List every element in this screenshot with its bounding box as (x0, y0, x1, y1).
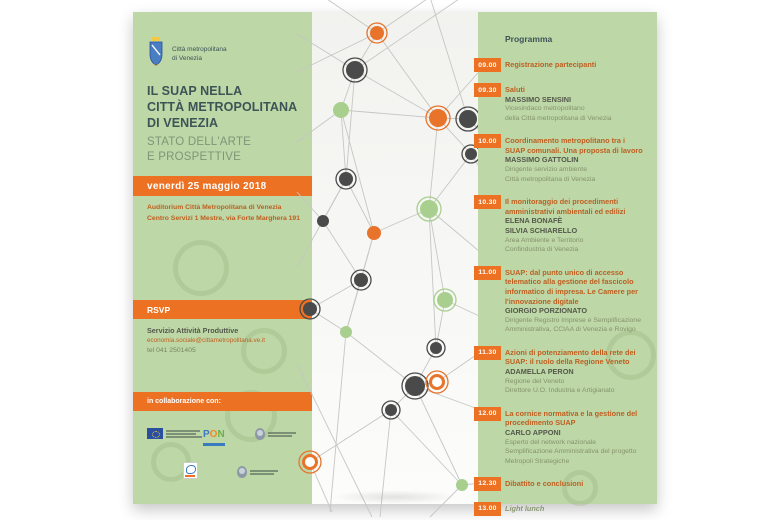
speaker-role: Vicesindaco metropolitano (505, 105, 585, 113)
speaker-role: Regione del Veneto (505, 377, 565, 385)
speaker-role: Confindustria di Venezia (505, 246, 579, 254)
rsvp-service: Servizio Attività Produttive (147, 326, 239, 335)
event-flyer (133, 12, 657, 513)
time-badge: 12.30 (474, 477, 501, 491)
org-name-line2: di Venezia (172, 54, 202, 62)
title-block (147, 84, 299, 165)
funzione-pubblica-emblem-logo (237, 466, 278, 478)
date-band: venerdì 25 maggio 2018 (133, 176, 312, 196)
rsvp-band: RSVP (133, 300, 312, 319)
program-item (478, 502, 657, 516)
program-item (478, 346, 657, 396)
session-title: La cornice normativa e la gestione del procedimento SUAP (505, 408, 638, 428)
speaker-role: Semplificazione Amministrativa del progetto (505, 448, 637, 456)
speaker-role: Esperto del network nazionale (505, 438, 597, 446)
speaker-role: Area Ambiente e Territorio (505, 237, 584, 244)
pon-logo: PON (203, 424, 225, 446)
speaker-role: Dirigente Registro Imprese e Semplificazione (505, 317, 641, 325)
program-list (478, 58, 657, 516)
speaker-name: SILVIA SCHIARELLO (505, 226, 578, 236)
speaker-role: Direttore U.O. Industria e Artigianato (505, 387, 615, 395)
venue-line2: Centro Servizi 1 Mestre, via Forte Marghera 191 (147, 214, 300, 222)
speaker-role: Metropoli Strategiche (505, 457, 570, 465)
speaker-name: MASSIMO SENSINI (505, 94, 572, 104)
city-crest-icon (147, 36, 165, 73)
time-badge: 09.00 (474, 58, 501, 72)
bottom-shadow (332, 490, 458, 504)
speaker-role: della Città metropolitana di Venezia (505, 114, 612, 122)
session-title: Dibattito e conclusioni (505, 478, 584, 488)
right-panel (478, 12, 657, 513)
flyer-subtitle-line: E PROSPETTIVE (147, 150, 241, 163)
session-title: Coordinamento metropolitano tra i SUAP comunali. Una proposta di lavoro (505, 136, 643, 155)
venue-line1: Auditorium Città Metropolitana di Venezia (147, 204, 282, 211)
time-badge: 11.30 (474, 346, 501, 360)
program-section (478, 12, 657, 513)
program-item (478, 407, 657, 466)
rsvp-phone: tel 041 2501405 (147, 346, 196, 354)
rsvp-email: economia.sociale@cittametropolitana.ve.it (147, 337, 266, 345)
flyer-title-line: CITTÀ METROPOLITANA (147, 99, 298, 114)
time-badge: 10.30 (474, 195, 501, 209)
flyer-subtitle-line: STATO DELL'ARTE (147, 136, 252, 149)
stamp-logo (183, 462, 198, 479)
program-item (478, 83, 657, 123)
partner-logos (133, 420, 312, 500)
session-title: Light lunch (505, 503, 545, 513)
speaker-name: GIORGIO PORZIONATO (505, 306, 588, 316)
time-badge: 09.30 (474, 83, 501, 97)
speaker-name: ADAMELLA PERON (505, 367, 574, 377)
speaker-name: ELENA BONAFÈ (505, 216, 563, 226)
org-name-line1: Città metropolitana (172, 45, 227, 53)
venue-info (147, 203, 302, 224)
program-item (478, 477, 657, 491)
speaker-role: Città metropolitana di Venezia (505, 175, 596, 183)
flyer-title-line: IL SUAP NELLA (147, 84, 243, 98)
eu-flag-logo (147, 428, 202, 439)
session-title: SUAP: dal punto unico di accesso telematico alla gestione del fascicolo informatico di impresa. Le Camere per l'innovazione digitale (505, 267, 639, 306)
flyer-subtitle (147, 135, 299, 164)
rsvp-contact (147, 325, 305, 356)
program-item (478, 134, 657, 184)
watermark-ring (173, 240, 229, 296)
session-title: Azioni di potenziamento della rete dei SUAP: il ruolo della Regione Veneto (505, 347, 636, 367)
session-title: Registrazione partecipanti (505, 60, 597, 69)
time-badge: 13.00 (474, 502, 501, 516)
network-graphic (312, 12, 478, 504)
flyer-title-line: DI VENEZIA (147, 115, 219, 130)
speaker-name: CARLO APPONI (505, 427, 561, 437)
speaker-name: MASSIMO GATTOLIN (505, 155, 579, 165)
time-badge: 10.00 (474, 134, 501, 148)
session-title: Saluti (505, 85, 525, 94)
org-name (172, 46, 227, 64)
org-logo-row (147, 36, 227, 73)
time-badge: 11.00 (474, 266, 501, 280)
network-illustration (312, 12, 478, 504)
coesione-emblem-logo (255, 428, 296, 440)
speaker-role: Amministrativa, CCIAA di Venezia e Rovigo (505, 326, 636, 334)
time-badge: 12.00 (474, 407, 501, 421)
program-heading: Programma (505, 34, 553, 44)
collaboration-band: in collaborazione con: (133, 392, 312, 411)
program-item (478, 58, 657, 72)
speaker-role: Dirigente servizio ambiente (505, 166, 587, 174)
left-panel (133, 12, 312, 504)
program-item (478, 266, 657, 335)
program-item (478, 195, 657, 255)
session-title: Il monitoraggio dei procedimenti amministrativi ambientali ed edilizi (505, 197, 626, 216)
